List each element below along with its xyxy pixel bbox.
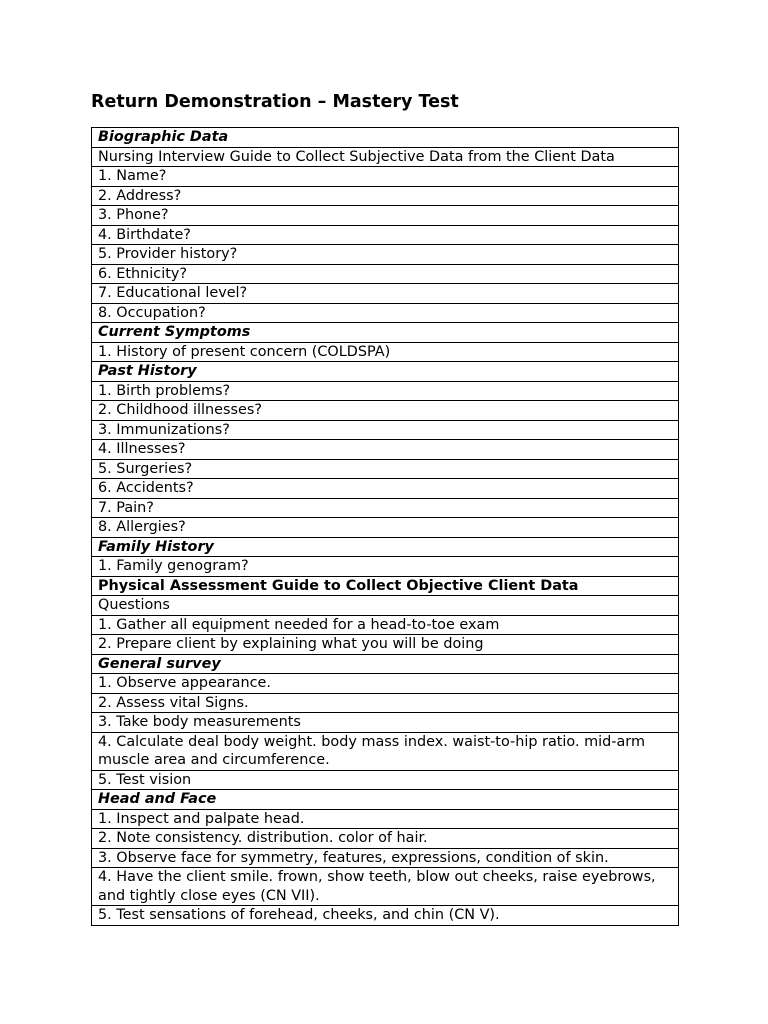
table-cell: 1. Observe appearance. [92,674,679,694]
table-cell: 5. Test sensations of forehead, cheeks, and chin (CN V). [92,906,679,926]
assessment-table [91,127,679,926]
table-cell: 5. Surgeries? [92,459,679,479]
table-row [92,693,679,713]
section-heading-row [92,323,679,343]
table-row [92,303,679,323]
table-cell: 7. Educational level? [92,284,679,304]
table-row [92,147,679,167]
table-row [92,245,679,265]
section-heading: Biographic Data [92,128,679,148]
table-row [92,440,679,460]
table-cell: 5. Test vision [92,770,679,790]
table-row [92,848,679,868]
table-cell: 1. History of present concern (COLDSPA) [92,342,679,362]
table-row [92,420,679,440]
section-heading: Past History [92,362,679,382]
table-cell: 3. Take body measurements [92,713,679,733]
table-row [92,829,679,849]
table-cell: 4. Have the client smile. frown, show teeth, blow out cheeks, raise eyebrows, and tightly close eyes (CN VII). [92,868,679,906]
section-heading: Family History [92,537,679,557]
table-cell: 4. Calculate deal body weight. body mass index. waist-to-hip ratio. mid-arm muscle area and circumference. [92,732,679,770]
table-cell: 4. Illnesses? [92,440,679,460]
table-cell: 1. Family genogram? [92,557,679,577]
section-heading: Physical Assessment Guide to Collect Objective Client Data [92,576,679,596]
table-row [92,167,679,187]
section-heading-row [92,128,679,148]
table-cell: Nursing Interview Guide to Collect Subjective Data from the Client Data [92,147,679,167]
section-heading-row [92,790,679,810]
table-row [92,518,679,538]
table-cell: 5. Provider history? [92,245,679,265]
table-row [92,498,679,518]
section-heading-row [92,654,679,674]
table-cell: 3. Phone? [92,206,679,226]
table-row [92,401,679,421]
table-row [92,770,679,790]
table-cell: 4. Birthdate? [92,225,679,245]
table-cell: 8. Occupation? [92,303,679,323]
table-cell: 1. Inspect and palpate head. [92,809,679,829]
table-row [92,615,679,635]
table-cell: 1. Gather all equipment needed for a head-to-toe exam [92,615,679,635]
table-cell: 6. Accidents? [92,479,679,499]
table-row [92,713,679,733]
table-row [92,284,679,304]
table-cell: 8. Allergies? [92,518,679,538]
table-row [92,225,679,245]
table-row [92,459,679,479]
section-heading: General survey [92,654,679,674]
table-cell: 2. Prepare client by explaining what you will be doing [92,635,679,655]
table-cell: 2. Assess vital Signs. [92,693,679,713]
table-cell: 1. Birth problems? [92,381,679,401]
document-title: Return Demonstration – Mastery Test [91,92,459,112]
table-cell: 7. Pain? [92,498,679,518]
section-heading-row [92,362,679,382]
table-row [92,479,679,499]
assessment-table-body [92,128,679,926]
table-row [92,596,679,616]
table-cell: 2. Address? [92,186,679,206]
table-cell: 2. Note consistency. distribution. color of hair. [92,829,679,849]
table-row [92,381,679,401]
table-row [92,186,679,206]
table-row [92,557,679,577]
section-heading: Current Symptoms [92,323,679,343]
table-row [92,906,679,926]
table-row [92,264,679,284]
table-cell: Questions [92,596,679,616]
table-row [92,342,679,362]
table-row [92,809,679,829]
table-cell: 2. Childhood illnesses? [92,401,679,421]
table-cell: 3. Immunizations? [92,420,679,440]
table-cell: 1. Name? [92,167,679,187]
table-row [92,674,679,694]
table-cell: 6. Ethnicity? [92,264,679,284]
table-row [92,732,679,770]
table-row [92,868,679,906]
table-cell: 3. Observe face for symmetry, features, expressions, condition of skin. [92,848,679,868]
section-heading-row [92,537,679,557]
table-row [92,635,679,655]
table-row [92,206,679,226]
section-heading: Head and Face [92,790,679,810]
section-heading-row [92,576,679,596]
